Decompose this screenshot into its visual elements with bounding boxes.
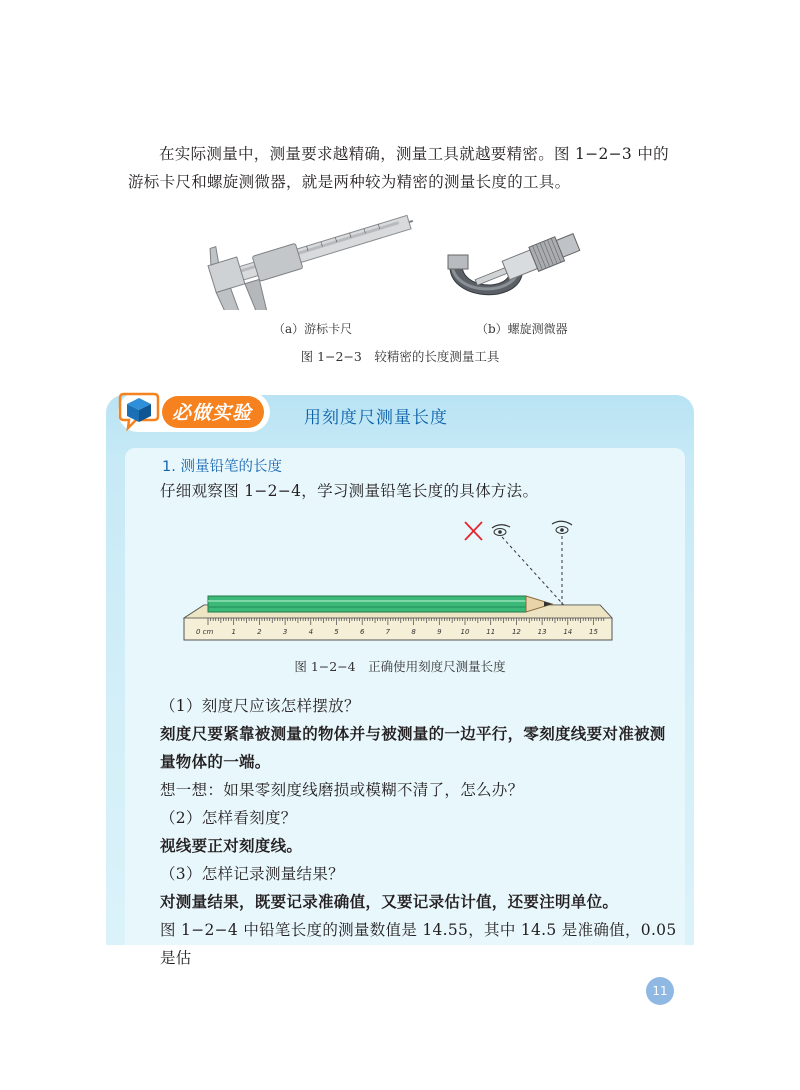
wrong-mark-icon — [465, 522, 482, 540]
question-1: （1）刻度尺应该怎样摆放？ — [160, 697, 360, 715]
section-heading: 1. 测量铅笔的长度 — [162, 459, 282, 475]
vernier-caliper-image — [205, 205, 420, 310]
eye-correct-icon — [552, 521, 572, 533]
ruler-label: 12 — [511, 628, 521, 636]
experiment-tag-label: 必做实验 — [172, 402, 253, 424]
ruler-pencil-figure — [180, 510, 620, 655]
ruler-label: 15 — [589, 628, 598, 636]
continuation-text: 图 1−2−4 中铅笔长度的测量数值是 14.55，其中 14.5 是准确值，0.05 是估 — [160, 921, 677, 967]
ruler-label: 5 — [334, 628, 339, 636]
think-prompt: 想一想：如果零刻度线磨损或模糊不清了，怎么办？ — [160, 781, 524, 799]
page-number: 11 — [646, 977, 674, 1005]
ruler-label: 6 — [359, 628, 365, 636]
caption-caliper: （a）游标卡尺 — [273, 322, 353, 336]
answer-1-line-1: 刻度尺要紧靠被测量的物体并与被测量的一边平行，零刻度线要对准被测 — [160, 724, 666, 743]
instruction-text: 仔细观察图 1−2−4，学习测量铅笔长度的具体方法。 — [160, 482, 539, 500]
ruler-label: 10 — [460, 628, 470, 636]
caption-micrometer: （b）螺旋测微器 — [476, 322, 568, 336]
ruler-label: 13 — [537, 628, 547, 636]
ruler-label: 8 — [411, 628, 416, 636]
question-2: （2）怎样看刻度？ — [160, 809, 297, 827]
ruler-label: 1 — [231, 628, 236, 636]
ruler-label: 0 cm — [196, 628, 214, 636]
micrometer-image — [440, 205, 590, 305]
intro-line-2: 游标卡尺和螺旋测微器，就是两种较为精密的测量长度的工具。 — [128, 173, 571, 191]
ruler-label: 3 — [282, 628, 288, 636]
answer-3: 对测量结果，既要记录准确值，又要记录估计值，还要注明单位。 — [160, 892, 619, 911]
ruler-label: 11 — [486, 628, 496, 636]
answer-2: 视线要正对刻度线。 — [160, 836, 303, 855]
figure-124-caption: 图 1−2−4 正确使用刻度尺测量长度 — [294, 659, 506, 674]
figure-123-caption: 图 1−2−3 较精密的长度测量工具 — [300, 349, 500, 364]
ruler-label: 14 — [563, 628, 573, 636]
experiment-title: 用刻度尺测量长度 — [304, 408, 448, 428]
ruler-label: 4 — [308, 628, 314, 636]
ruler-label: 9 — [437, 628, 442, 636]
question-3: （3）怎样记录测量结果？ — [160, 865, 344, 883]
ruler-label: 2 — [257, 628, 262, 636]
answer-1-line-2: 量物体的一端。 — [160, 752, 271, 771]
intro-line-1: 在实际测量中，测量要求越精确，测量工具就越要精密。图 1−2−3 中的 — [159, 145, 669, 163]
eye-wrong-icon — [492, 525, 510, 536]
ruler-label: 7 — [385, 628, 391, 636]
